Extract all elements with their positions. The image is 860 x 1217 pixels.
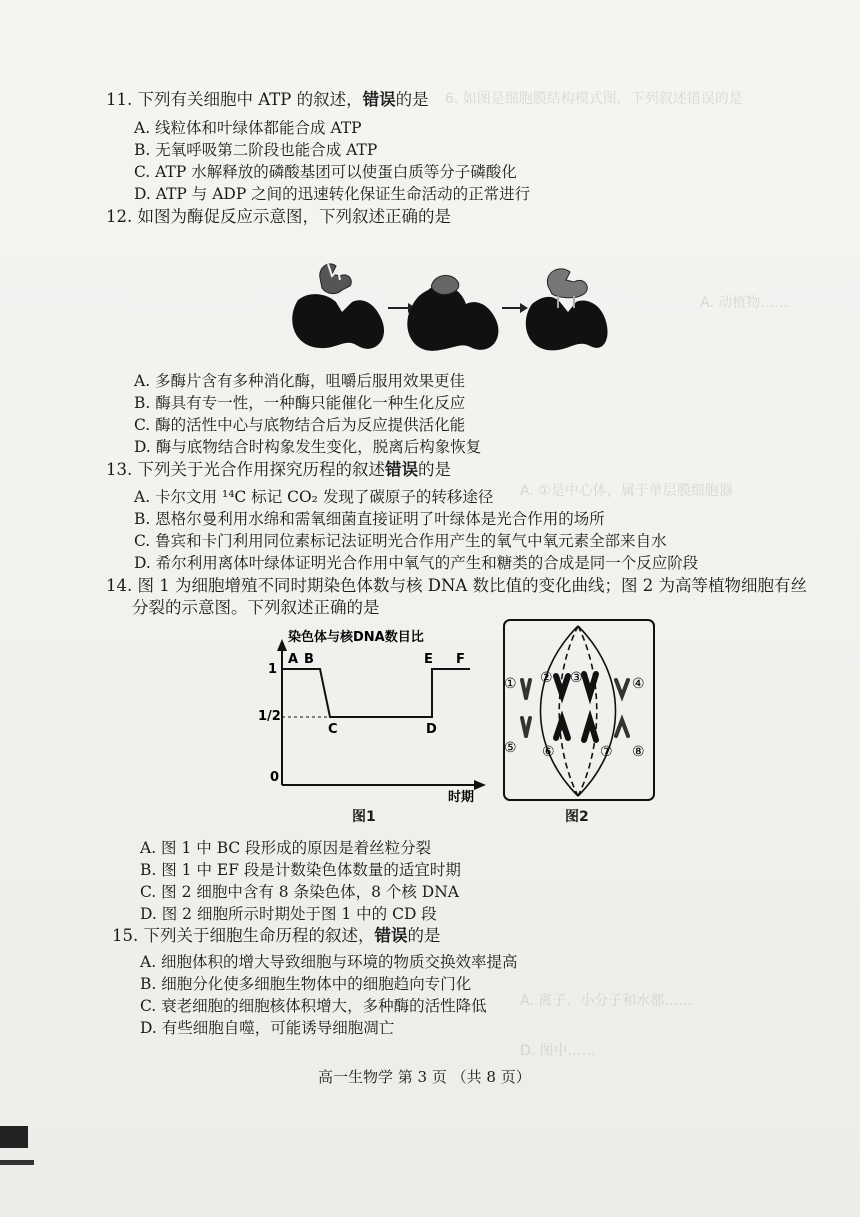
chromosome [584, 720, 596, 740]
option: B. 恩格尔曼利用水绵和需氧细菌直接证明了叶绿体是光合作用的场所 [134, 510, 605, 528]
figure-2-caption: 图2 [565, 809, 589, 825]
figure-2-cell-diagram [498, 616, 658, 806]
option: D. 酶与底物结合时构象发生变化，脱离后构象恢复 [134, 438, 482, 456]
y-tick-0: 0 [270, 770, 280, 785]
bleed-through-text: 6. 如图是细胞膜结构模式图，下列叙述错误的是 [445, 91, 743, 107]
bleed-through-text: D. 图中…… [520, 1043, 596, 1059]
point-f: F [456, 652, 465, 667]
option: B. 无氧呼吸第二阶段也能合成 ATP [134, 141, 378, 159]
point-c: C [328, 722, 338, 737]
binder-mark [0, 1160, 34, 1165]
option: A. 多酶片含有多种消化酶，咀嚼后服用效果更佳 [134, 372, 466, 390]
point-e: E [424, 652, 433, 667]
y-tick-1: 1 [268, 662, 278, 677]
label-5: ⑤ [504, 740, 517, 756]
question-14-stem-line2: 分裂的示意图。下列叙述正确的是 [132, 598, 380, 617]
option: D. 希尔利用离体叶绿体证明光合作用中氧气的产生和糖类的合成是同一个反应阶段 [134, 554, 699, 572]
figure-1-title: 染色体与核DNA数目比 [288, 630, 424, 645]
label-2: ② [540, 670, 553, 686]
option: D. ATP 与 ADP 之间的迅速转化保证生命活动的正常进行 [134, 185, 531, 203]
option: C. ATP 水解释放的磷酸基团可以使蛋白质等分子磷酸化 [134, 163, 517, 181]
figure-1-caption: 图1 [352, 809, 376, 825]
question-12-stem: 12. 如图为酶促反应示意图，下列叙述正确的是 [106, 207, 451, 226]
point-d: D [426, 722, 437, 737]
option: B. 酶具有专一性，一种酶只能催化一种生化反应 [134, 394, 466, 412]
label-1: ① [504, 676, 517, 692]
option: D. 有些细胞自噬，可能诱导细胞凋亡 [140, 1019, 395, 1037]
enzyme-shape [292, 294, 384, 349]
chromosome [616, 680, 628, 696]
label-4: ④ [632, 676, 645, 692]
option: C. 图 2 细胞中含有 8 条染色体，8 个核 DNA [140, 883, 459, 901]
enzyme-shape [526, 297, 608, 350]
option: A. 图 1 中 BC 段形成的原因是着丝粒分裂 [140, 839, 432, 857]
option: D. 图 2 细胞所示时期处于图 1 中的 CD 段 [140, 905, 437, 923]
y-tick-half: 1/2 [258, 709, 281, 724]
chromosome [584, 674, 596, 694]
option: C. 酶的活性中心与底物结合后为反应提供活化能 [134, 416, 466, 434]
chromosome [556, 720, 568, 738]
label-7: ⑦ [600, 744, 613, 760]
label-8: ⑧ [632, 744, 645, 760]
bleed-through-text: A. 离子、小分子和水都…… [520, 993, 693, 1009]
option: A. 细胞体积的增大导致细胞与环境的物质交换效率提高 [140, 953, 518, 971]
enzyme-reaction-figure [280, 250, 610, 360]
page-footer: 高一生物学 第 3 页 （共 8 页） [318, 1068, 531, 1086]
option: B. 图 1 中 EF 段是计数染色体数量的适宜时期 [140, 861, 461, 879]
point-a: A [288, 652, 299, 667]
bleed-through-text: A. ①是中心体，属于单层膜细胞器 [520, 483, 733, 499]
question-13-stem: 13. 下列关于光合作用探究历程的叙述错误的是 [106, 460, 451, 479]
label-6: ⑥ [542, 744, 555, 760]
label-3: ③ [570, 670, 583, 686]
option: B. 细胞分化使多细胞生物体中的细胞趋向专门化 [140, 975, 472, 993]
chromosome [522, 718, 530, 736]
chromosome [616, 720, 628, 736]
option: C. 鲁宾和卡门利用同位素标记法证明光合作用产生的氧气中氧元素全部来自水 [134, 532, 667, 550]
enzyme-substrate-complex [407, 285, 498, 351]
option: A. 卡尔文用 ¹⁴C 标记 CO₂ 发现了碳原子的转移途径 [134, 488, 494, 506]
x-axis-label: 时期 [448, 790, 475, 805]
bleed-through-text: A. 动植物…… [700, 295, 789, 311]
product-shape [547, 269, 587, 298]
figure-1-graph [250, 625, 490, 815]
option: C. 衰老细胞的细胞核体积增大，多种酶的活性降低 [140, 997, 487, 1015]
question-14-stem-line1: 14. 图 1 为细胞增殖不同时期染色体数与核 DNA 数比值的变化曲线；图 2 为高等植物细胞有丝 [106, 576, 808, 595]
question-11-stem: 11. 下列有关细胞中 ATP 的叙述，错误的是 [106, 90, 429, 109]
option: A. 线粒体和叶绿体都能合成 ATP [134, 119, 362, 137]
question-15-stem: 15. 下列关于细胞生命历程的叙述，错误的是 [112, 926, 441, 945]
binder-mark [0, 1126, 28, 1148]
chromosome [522, 680, 530, 698]
ratio-curve [282, 669, 470, 717]
point-b: B [304, 652, 314, 667]
cell-wall [504, 620, 654, 800]
substrate-shape [320, 264, 352, 294]
